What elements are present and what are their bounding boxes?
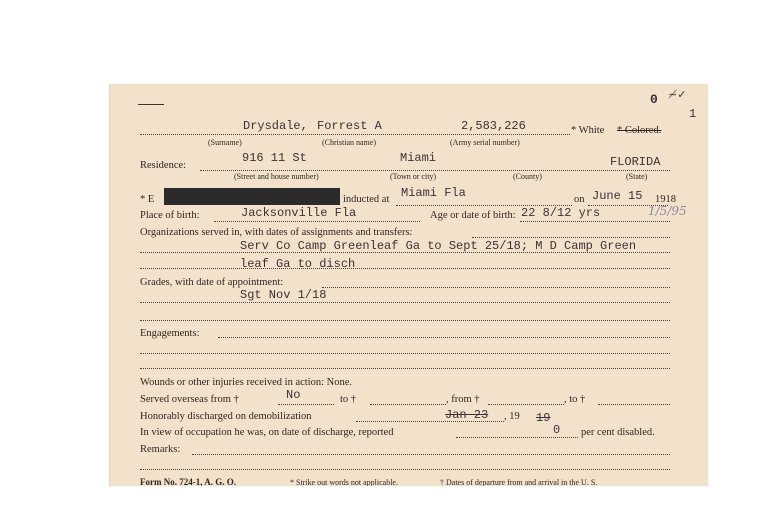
serial-number-caption: (Army serial number) [450,138,520,147]
organizations-line-0 [472,237,670,238]
overseas-from-line [278,404,334,405]
grades-label: Grades, with date of appointment: [140,277,284,288]
discharge-label: Honorably discharged on demobilization [140,411,312,422]
occupation-line [456,437,578,438]
page-number: 1 [689,107,697,121]
induction-year-value: 1918 [655,194,676,205]
form-number: Form No. 724-1, A. G. O. [140,477,236,486]
age-label: Age or date of birth: [430,210,516,221]
given-name-value: Forrest A [317,119,382,133]
corner-mark: 0 [650,92,658,107]
organizations-label: Organizations served in, with dates of assignments and transfers: [140,227,413,238]
residence-state-value: FLORIDA [610,155,661,169]
discharge-year-prefix: , 19 [504,411,520,422]
engagements-line-2 [140,368,670,369]
state-caption: (State) [626,172,648,181]
overseas-to-line [370,404,446,405]
street-caption: (Street and house number) [234,172,319,181]
city-caption: (Town or city) [390,172,437,181]
disability-value: 0 [553,423,561,437]
serial-number-value: 2,583,226 [461,119,526,133]
induction-on-label: on [574,194,585,205]
engagements-line-0 [218,337,670,338]
age-value: 22 8/12 yrs [521,206,601,220]
corner-rule [138,104,164,105]
footnote-strike: * Strike out words not applicable. [290,478,398,486]
residence-street-value: 916 11 St [242,151,307,165]
birth-place-line [214,221,420,222]
service-record-card [109,84,708,486]
grades-line-2 [140,320,670,321]
name-line [140,134,570,135]
overseas-to-label: to † [340,394,357,405]
corner-scribble: ≁✓ [668,88,687,101]
grades-value: Sgt Nov 1/18 [240,288,327,302]
organizations-line1-value: Serv Co Camp Greenleaf Ga to Sept 25/18; M D Camp Green [240,239,637,253]
grades-line-0 [322,287,670,288]
residence-line [200,170,670,171]
age-line [520,221,670,222]
overseas-label: Served overseas from † [140,394,239,405]
handwritten-birthdate: 1/5/95 [648,204,687,218]
disability-suffix: per cent disabled. [581,427,655,438]
overseas-to2-label: , to † [564,394,586,405]
organizations-line2-value: leaf Ga to disch [240,257,356,271]
discharge-year-value: 19 [536,411,551,425]
induction-place-value: Miami Fla [401,186,466,200]
overseas-from2-label: , from † [446,394,480,405]
engagements-line-1 [140,353,670,354]
surname-caption: (Surname) [208,138,242,147]
occupation-label: In view of occupation he was, on date of discharge, reported [140,427,394,438]
remarks-label: Remarks: [140,444,181,455]
organizations-line-2 [140,268,670,269]
induction-prefix: * E [140,194,155,205]
redaction-block [164,188,340,205]
residence-city-value: Miami [400,151,437,165]
surname-value: Drysdale, [243,119,308,133]
overseas-from2-line [488,404,564,405]
wounds-text: Wounds or other injuries received in action: None. [140,377,353,388]
inducted-at-label: inducted at [343,194,390,205]
given-name-caption: (Christian name) [322,138,376,147]
induction-date-value: June 15 [592,189,643,203]
remarks-line-0 [192,454,670,455]
race-white-label: * White [571,125,605,136]
county-caption: (County) [513,172,542,181]
birth-place-label: Place of birth: [140,210,200,221]
footnote-dates: † Dates of departure from and arrival in the U. S. [440,478,598,486]
race-colored-label: * Colored. [617,125,662,136]
remarks-line-1 [140,469,670,470]
overseas-to2-line [598,404,670,405]
residence-label: Residence: [140,160,187,171]
overseas-value: No [286,388,301,402]
grades-line-1 [140,302,670,303]
engagements-label: Engagements: [140,328,200,339]
discharge-date-value: Jan 23 [445,408,489,422]
birth-place-value: Jacksonville Fla [241,206,357,220]
